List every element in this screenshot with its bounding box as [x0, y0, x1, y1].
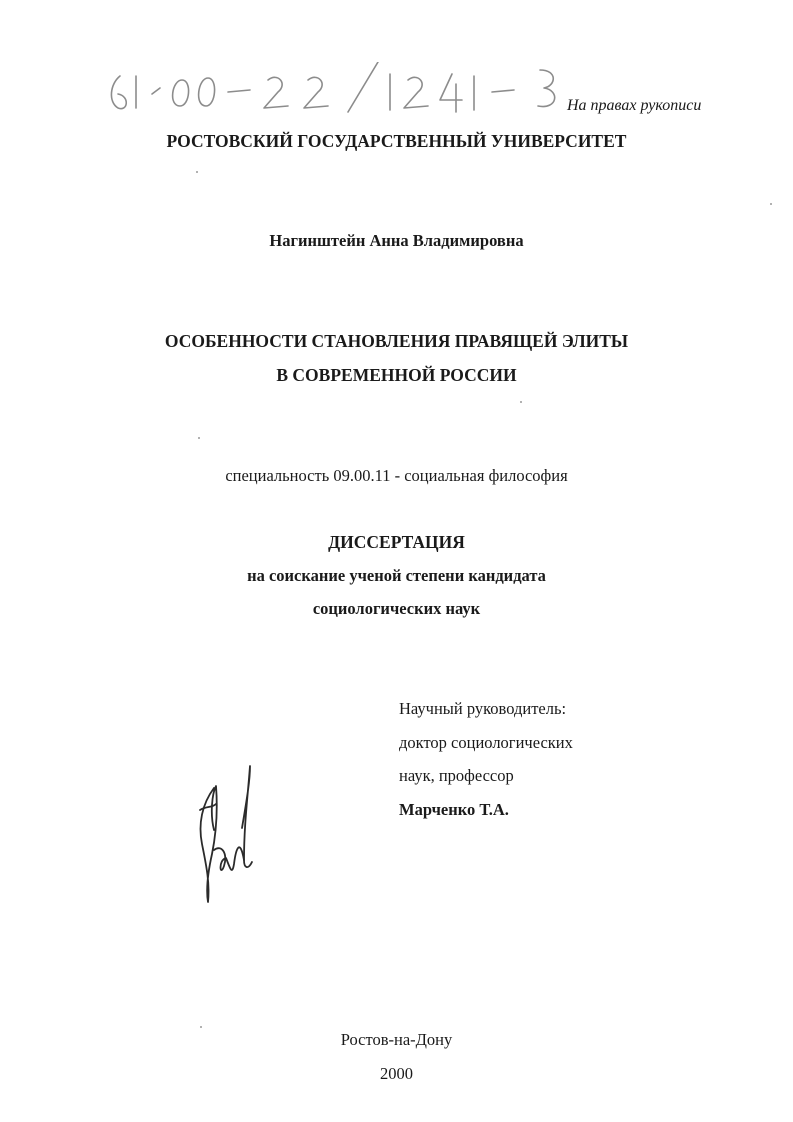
specialty: специальность 09.00.11 - социальная философия [225, 466, 568, 485]
supervisor-label: Научный руководитель: [399, 699, 567, 718]
scan-speck [770, 203, 772, 205]
scan-speck [520, 401, 522, 403]
document-type: ДИССЕРТАЦИЯ [328, 532, 465, 552]
degree-line-1: на соискание ученой степени кандидата [247, 566, 546, 585]
scan-speck [200, 1026, 202, 1028]
author-signature [188, 764, 268, 910]
dissertation-title-line-2: В СОВРЕМЕННОЙ РОССИИ [276, 365, 517, 385]
degree-line-2: социологических наук [312, 599, 481, 618]
scan-speck [198, 437, 200, 439]
university-name: РОСТОВСКИЙ ГОСУДАРСТВЕННЫЙ УНИВЕРСИТЕТ [166, 131, 627, 151]
year: 2000 [380, 1064, 413, 1083]
scan-speck [196, 171, 198, 173]
dissertation-title-line-1: ОСОБЕННОСТИ СТАНОВЛЕНИЯ ПРАВЯЩЕЙ ЭЛИТЫ [164, 331, 629, 351]
city: Ростов-на-Дону [340, 1030, 453, 1049]
supervisor-title-line-1: доктор социологических [399, 733, 573, 752]
rights-reserved-note: На правах рукописи [567, 97, 702, 114]
author-name: Нагинштейн Анна Владимировна [269, 231, 524, 250]
handwritten-archive-number [100, 62, 570, 122]
supervisor-name: Марченко Т.А. [399, 800, 509, 819]
supervisor-title-line-2: наук, профессор [399, 766, 514, 785]
